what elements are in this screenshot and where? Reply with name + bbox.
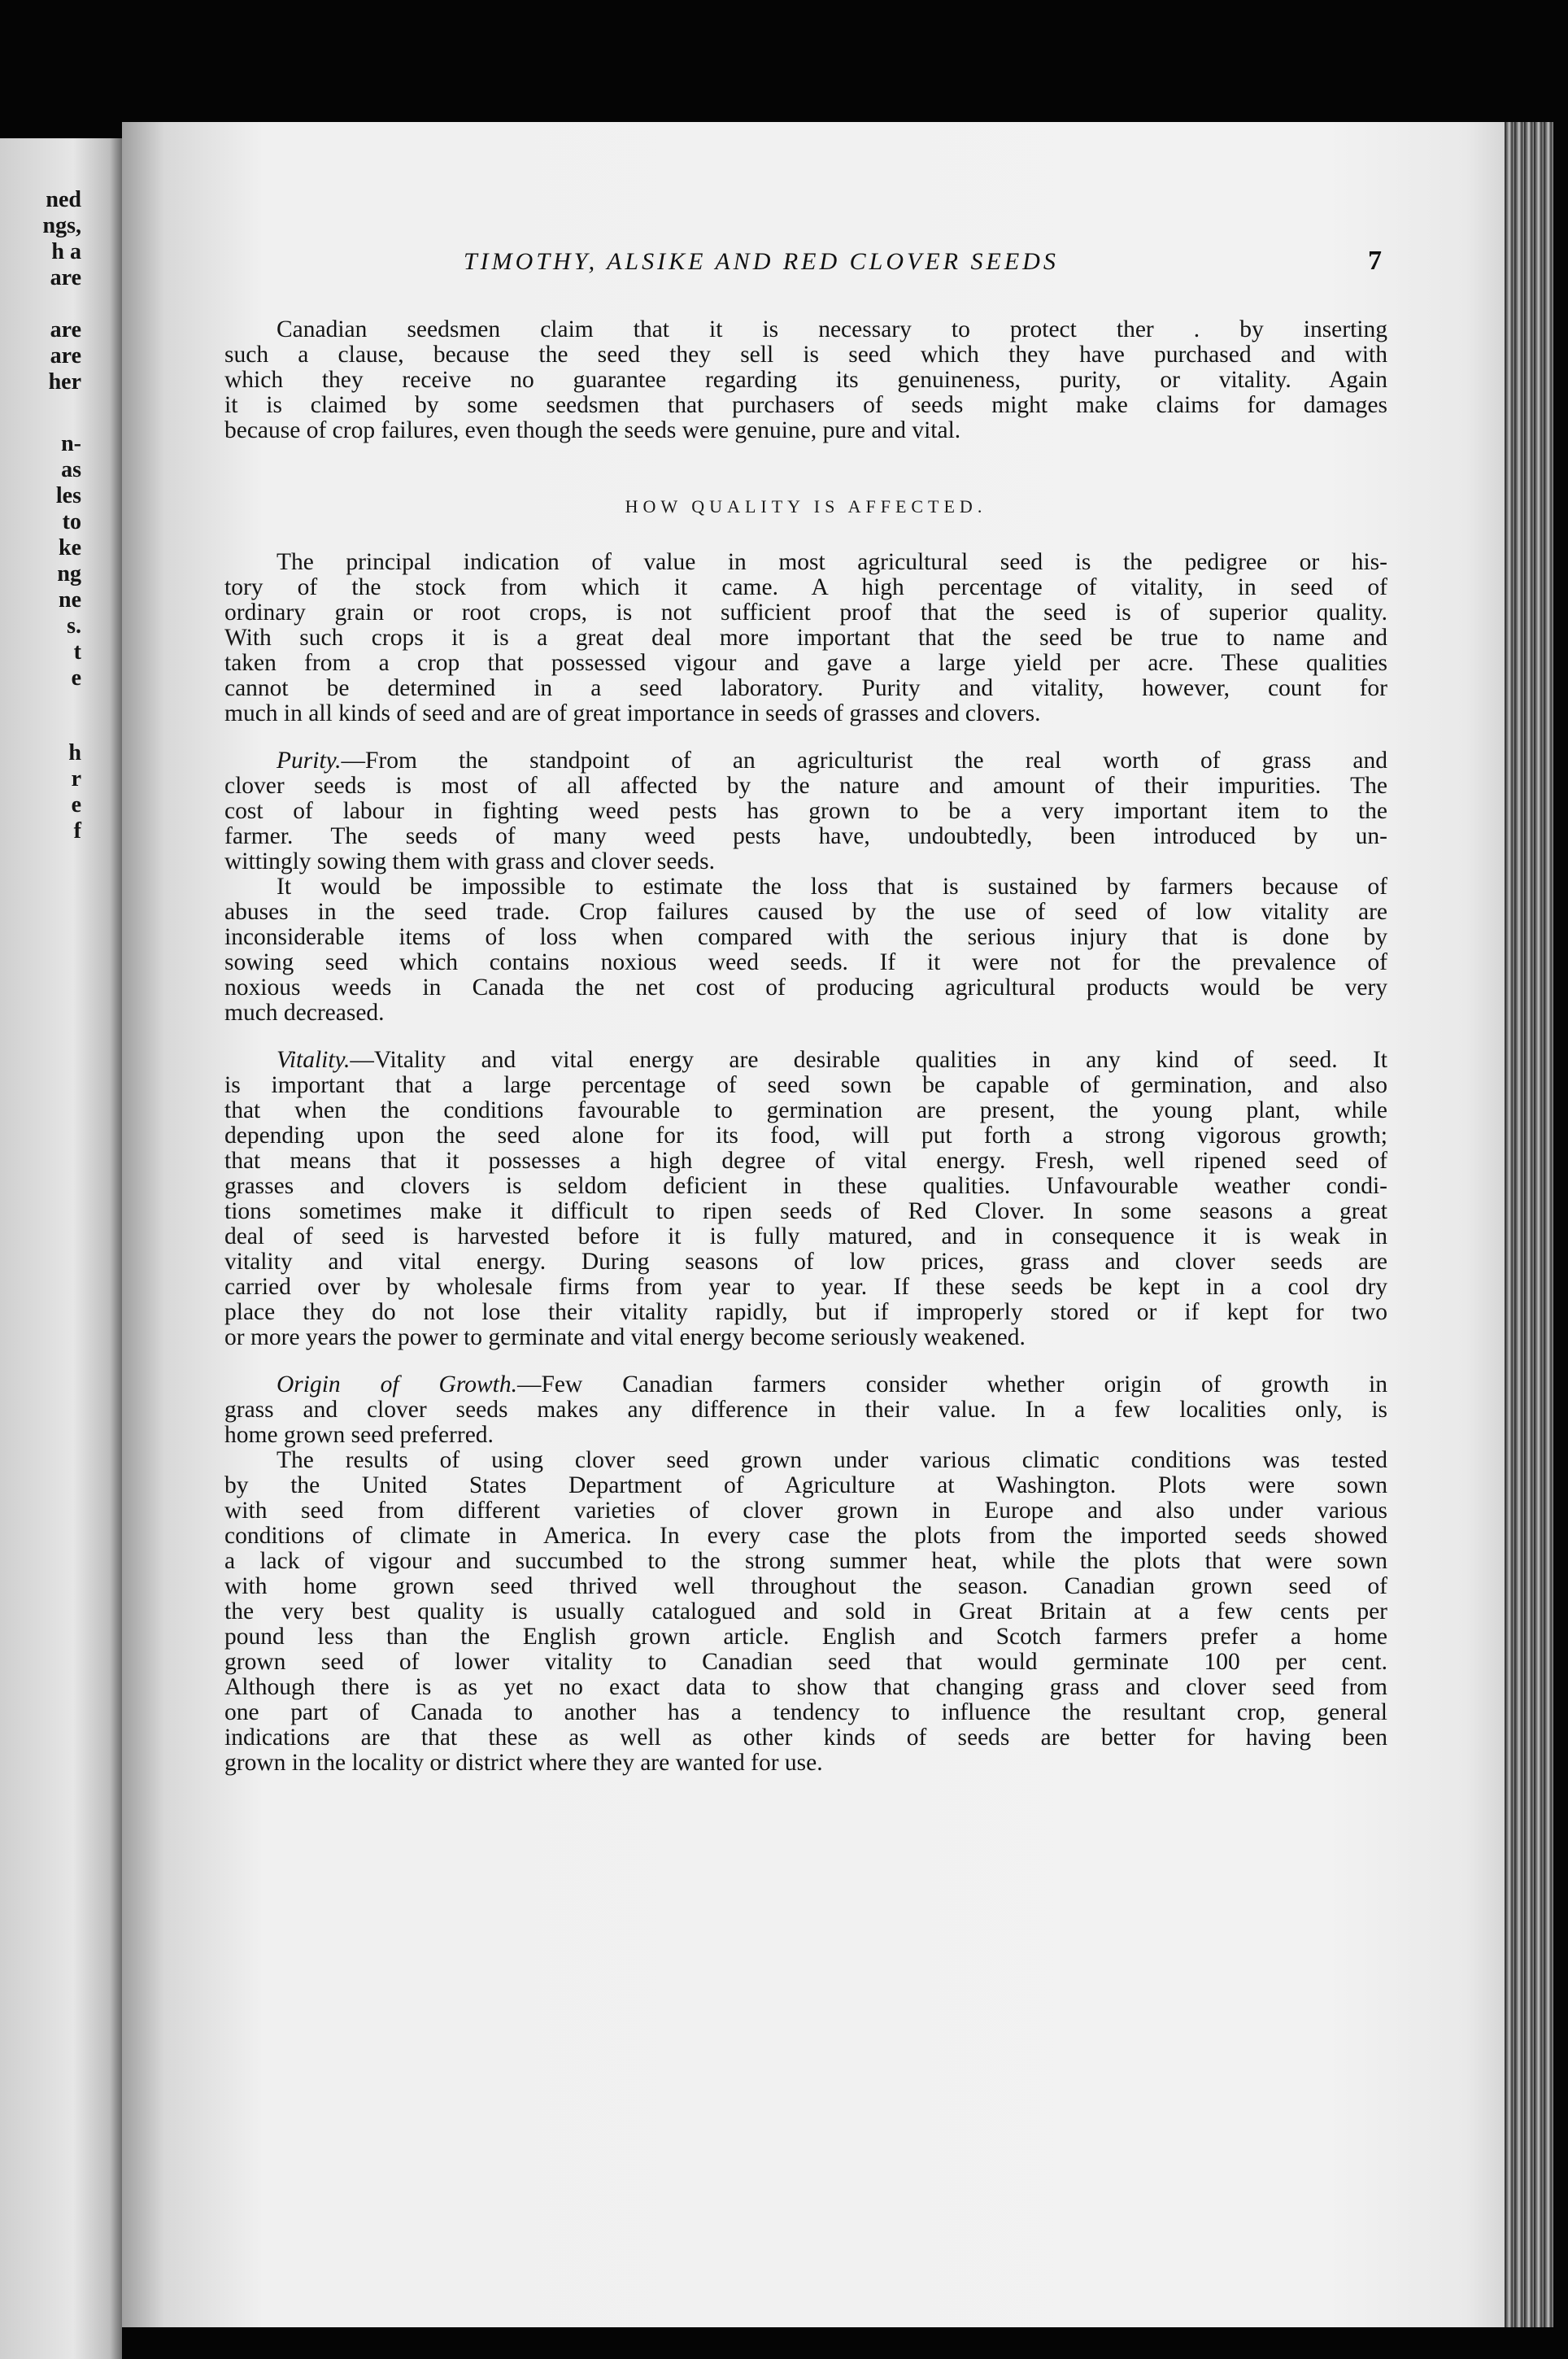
purity-paragraph-2 [224, 874, 1387, 1026]
left-fragment: e [71, 792, 81, 818]
text-line: The results of using clover seed grown under various climatic conditions was tested [277, 1447, 1387, 1473]
text-line: with seed from different varieties of clover grown in Europe and also under various [224, 1498, 1387, 1524]
line-text: —Few Canadian farmers consider whether origin of growth in [516, 1371, 1387, 1398]
text-line [224, 748, 1387, 774]
text-line: tory of the stock from which it came. A high percentage of vitality, in seed of [224, 574, 1387, 600]
left-fragment: ngs, [42, 213, 81, 238]
left-fragment: are [50, 317, 81, 342]
text-line: conditions of climate in America. In every case the plots from the imported seeds showed [224, 1523, 1387, 1549]
text-line: because of crop failures, even though the seeds were genuine, pure and vital. [224, 417, 961, 443]
text-line: vitality and vital energy. During seasons of low prices, grass and clover seeds are [224, 1249, 1387, 1275]
section-heading: HOW QUALITY IS AFFECTED. [625, 496, 987, 517]
left-fragment: ng [57, 561, 81, 586]
text-line: place they do not lose their vitality rapidly, but if improperly stored or if kept for two [224, 1299, 1387, 1325]
text-line: such a clause, because the seed they sell is seed which they have purchased and with [224, 342, 1387, 368]
text-line: With such crops it is a great deal more important that the seed be true to name and [224, 625, 1387, 651]
text-line: pound less than the English grown article. English and Scotch farmers prefer a home [224, 1624, 1387, 1650]
left-fragment: les [55, 483, 81, 508]
left-fragment: h [68, 740, 81, 765]
purity-paragraph [224, 748, 1387, 874]
text-line: which they receive no guarantee regarding its genuineness, purity, or vitality. Again [224, 367, 1387, 393]
text-line: carried over by wholesale firms from year to year. If these seeds be kept in a cool dry [224, 1274, 1387, 1300]
vitality-paragraph [224, 1048, 1387, 1350]
text-line: taken from a crop that possessed vigour and gave a large yield per acre. These qualities [224, 650, 1387, 676]
left-fragment: ned [46, 187, 81, 212]
text-line: depending upon the seed alone for its food, will put forth a strong vigorous growth; [224, 1123, 1387, 1149]
text-line: cannot be determined in a seed laboratory. Purity and vitality, however, count for [224, 675, 1387, 701]
page-number: 7 [1368, 246, 1382, 276]
text-line: it is claimed by some seedsmen that purchasers of seeds might make claims for damages [224, 392, 1387, 418]
text-line: deal of seed is harvested before it is fully matured, and in consequence it is weak in [224, 1223, 1387, 1249]
left-fragment: as [61, 457, 81, 482]
text-line: Canadian seedsmen claim that it is necessary to protect ther . by inserting [277, 316, 1387, 342]
text-line: grown in the locality or district where they are wanted for use. [224, 1750, 823, 1776]
text-line: grass and clover seeds makes any difference in their value. In a few localities only, is [224, 1397, 1387, 1423]
left-fragment: s. [67, 613, 81, 639]
origin-paragraph [224, 1372, 1387, 1448]
paragraph-label: Purity. [277, 748, 342, 774]
text-line: one part of Canada to another has a tendency to influence the resultant crop, general [224, 1699, 1387, 1725]
left-fragment: e [71, 665, 81, 691]
text-line: grown seed of lower vitality to Canadian seed that would germinate 100 per cent. [224, 1649, 1387, 1675]
left-fragment: her [48, 369, 81, 395]
text-line: the very best quality is usually catalogued and sold in Great Britain at a few cents per [224, 1598, 1387, 1624]
text-line: sowing seed which contains noxious weed seeds. If it were not for the prevalence of [224, 949, 1387, 975]
paragraph-label: Vitality. [277, 1047, 351, 1073]
running-head: TIMOTHY, ALSIKE AND RED CLOVER SEEDS [464, 248, 1059, 275]
left-fragment: ne [59, 587, 81, 613]
origin-paragraph-2 [224, 1448, 1387, 1776]
text-line: clover seeds is most of all affected by the nature and amount of their impurities. The [224, 773, 1387, 799]
quality-paragraph [224, 550, 1387, 726]
intro-paragraph [224, 317, 1387, 443]
text-line: by the United States Department of Agriculture at Washington. Plots were sown [224, 1472, 1387, 1498]
text-line [224, 1372, 1387, 1398]
left-fragment: r [71, 766, 81, 791]
text-line: grasses and clovers is seldom deficient in these qualities. Unfavourable weather condi- [224, 1173, 1387, 1199]
text-line: that means that it possesses a high degree of vital energy. Fresh, well ripened seed of [224, 1148, 1387, 1174]
text-line: noxious weeds in Canada the net cost of producing agricultural products would be very [224, 975, 1387, 1001]
text-line: wittingly sowing them with grass and clover seeds. [224, 848, 716, 874]
left-fragment: n- [61, 431, 81, 456]
left-fragment: are [50, 265, 81, 290]
text-line: farmer. The seeds of many weed pests have, undoubtedly, been introduced by un- [224, 823, 1387, 849]
text-line: ordinary grain or root crops, is not sufficient proof that the seed is of superior quality. [224, 600, 1387, 626]
text-line: is important that a large percentage of seed sown be capable of germination, and also [224, 1072, 1387, 1098]
text-line: cost of labour in fighting weed pests has grown to be a very important item to the [224, 798, 1387, 824]
text-line: much in all kinds of seed and are of great importance in seeds of grasses and clovers. [224, 700, 1041, 726]
text-line [224, 1048, 1387, 1073]
text-line: or more years the power to germinate and vital energy become seriously weakened. [224, 1324, 1026, 1350]
text-line: that when the conditions favourable to germination are present, the young plant, while [224, 1097, 1387, 1123]
left-fragment: f [73, 818, 81, 844]
text-line: with home grown seed thrived well throughout the season. Canadian grown seed of [224, 1573, 1387, 1599]
text-line: indications are that these as well as other kinds of seeds are better for having been [224, 1725, 1387, 1751]
text-line: It would be impossible to estimate the loss that is sustained by farmers because of [277, 874, 1387, 900]
text-line: a lack of vigour and succumbed to the strong summer heat, while the plots that were sown [224, 1548, 1387, 1574]
text-line: much decreased. [224, 1000, 385, 1026]
paragraph-label: Origin of Growth. [277, 1371, 517, 1398]
left-fragment: ke [59, 535, 81, 560]
text-line: Although there is as yet no exact data to show that changing grass and clover seed from [224, 1674, 1387, 1700]
text-line: home grown seed preferred. [224, 1422, 494, 1448]
text-line: tions sometimes make it difficult to ripen seeds of Red Clover. In some seasons a great [224, 1198, 1387, 1224]
left-fragment: are [50, 343, 81, 368]
line-text: —Vitality and vital energy are desirable qualities in any kind of seed. It [350, 1047, 1387, 1073]
text-line: abuses in the seed trade. Crop failures caused by the use of seed of low vitality are [224, 899, 1387, 925]
text-line: The principal indication of value in most agricultural seed is the pedigree or his- [277, 549, 1387, 575]
left-fragment: t [73, 639, 81, 665]
line-text: —From the standpoint of an agriculturist the real worth of grass and [341, 748, 1387, 774]
left-fragment: to [62, 509, 81, 534]
text-line: inconsiderable items of loss when compared with the serious injury that is done by [224, 924, 1387, 950]
left-fragment: h a [51, 239, 81, 264]
page-stack-edge [1505, 122, 1553, 2327]
page-body [224, 317, 1387, 1776]
